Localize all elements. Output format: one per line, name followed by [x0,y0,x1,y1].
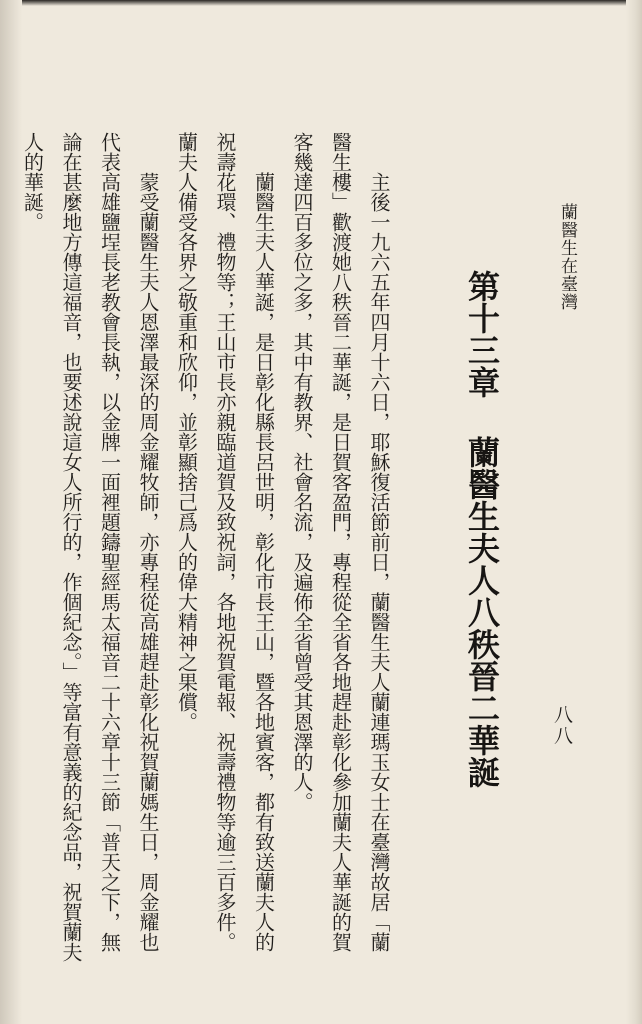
body-text [20,132,398,962]
paragraph-3: 蒙受蘭醫生夫人恩澤最深的周金耀牧師，亦專程從高雄趕赴彰化祝賀蘭媽生日，周金耀也代表高雄鹽埕長老教會長執，以金牌一面裡題鑄聖經馬太福音二十六章十三節「普天之下，無論在甚麼地方傳這福音，也要述說這女人所行的，作個紀念。」等富有意義的紀念品，祝賀蘭夫人的華誕。 [20,132,160,962]
chapter-title: 蘭醫生夫人八秩晉二華誕 [463,436,501,788]
page-top-edge [0,0,642,6]
running-head: 蘭醫生在臺灣 [557,203,577,311]
chapter-heading [463,270,501,788]
chapter-number: 第十三章 [463,270,501,398]
title-gap [482,398,483,436]
paragraph-2: 蘭醫生夫人華誕，是日彰化縣長呂世明，彰化市長王山，暨各地賓客，都有致送蘭夫人的祝壽花環、禮物等；王山市長亦親臨道賀及致祝詞，各地祝賀電報、祝壽禮物等逾三百多件。蘭夫人備受各界之敬重和欣仰，並彰顯捨己爲人的偉大精神之果償。 [174,132,276,952]
page-right-edge [626,0,642,1024]
paragraph-1: 主後一九六五年四月十六日，耶穌復活節前日，蘭醫生夫人蘭連瑪玉女士在臺灣故居「蘭醫生樓」歡渡她八秩晉二華誕，是日賀客盈門，專程從全省各地趕赴彰化參加蘭夫人華誕的賀客幾達四百多位之多，其中有教界、社會名流，及遍佈全省曾受其恩澤的人。 [290,132,391,952]
page-number: 八八 [551,705,573,747]
